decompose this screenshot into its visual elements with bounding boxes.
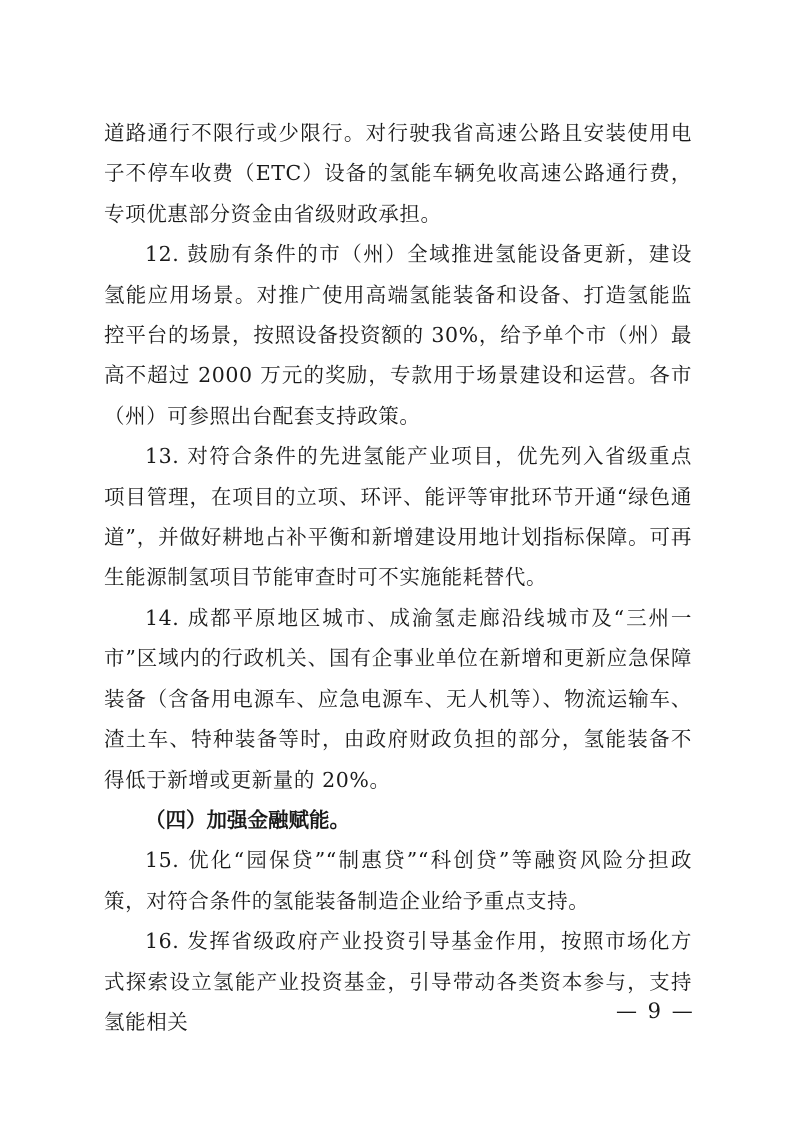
- section-heading: （四）加强金融赋能。: [145, 807, 350, 832]
- paragraph-continuation: 道路通行不限行或少限行。对行驶我省高速公路且安装使用电子不停车收费（ETC）设备的氢能车辆免收高速公路通行费，专项优惠部分资金由省级财政承担。: [104, 121, 692, 226]
- body-text: [104, 113, 692, 1042]
- paragraph-item-12: 12. 鼓励有条件的市（州）全域推进氢能设备更新，建设氢能应用场景。对推广使用高端氢能装备和设备、打造氢能监控平台的场景，按照设备投资额的 30%，给予单个市（州）最高不超过 2000 万元的奖励，专款用于场景建设和运营。各市（州）可参照出台配套支持政策。: [104, 242, 692, 428]
- paragraph-item-13: 13. 对符合条件的先进氢能产业项目，优先列入省级重点项目管理，在项目的立项、环评、能评等审批环节开通“绿色通道”，并做好耕地占补平衡和新增建设用地计划指标保障。可再生能源制氢项目节能审查时可不实施能耗替代。: [104, 444, 692, 590]
- page-number: — 9 —: [616, 999, 695, 1023]
- paragraph-item-14: 14. 成都平原地区城市、成渝氢走廊沿线城市及“三州一市”区域内的行政机关、国有企事业单位在新增和更新应急保障装备（含备用电源车、应急电源车、无人机等）、物流运输车、渣土车、特种装备等时，由政府财政负担的部分，氢能装备不得低于新增或更新量的 20%。: [104, 605, 692, 792]
- paragraph-item-16: 16. 发挥省级政府产业投资引导基金作用，按照市场化方式探索设立氢能产业投资基金，引导带动各类资本参与，支持氢能相关: [104, 929, 692, 1034]
- paragraph-item-15: 15. 优化“园保贷”“制惠贷”“科创贷”等融资风险分担政策，对符合条件的氢能装备制造企业给予重点支持。: [104, 848, 692, 913]
